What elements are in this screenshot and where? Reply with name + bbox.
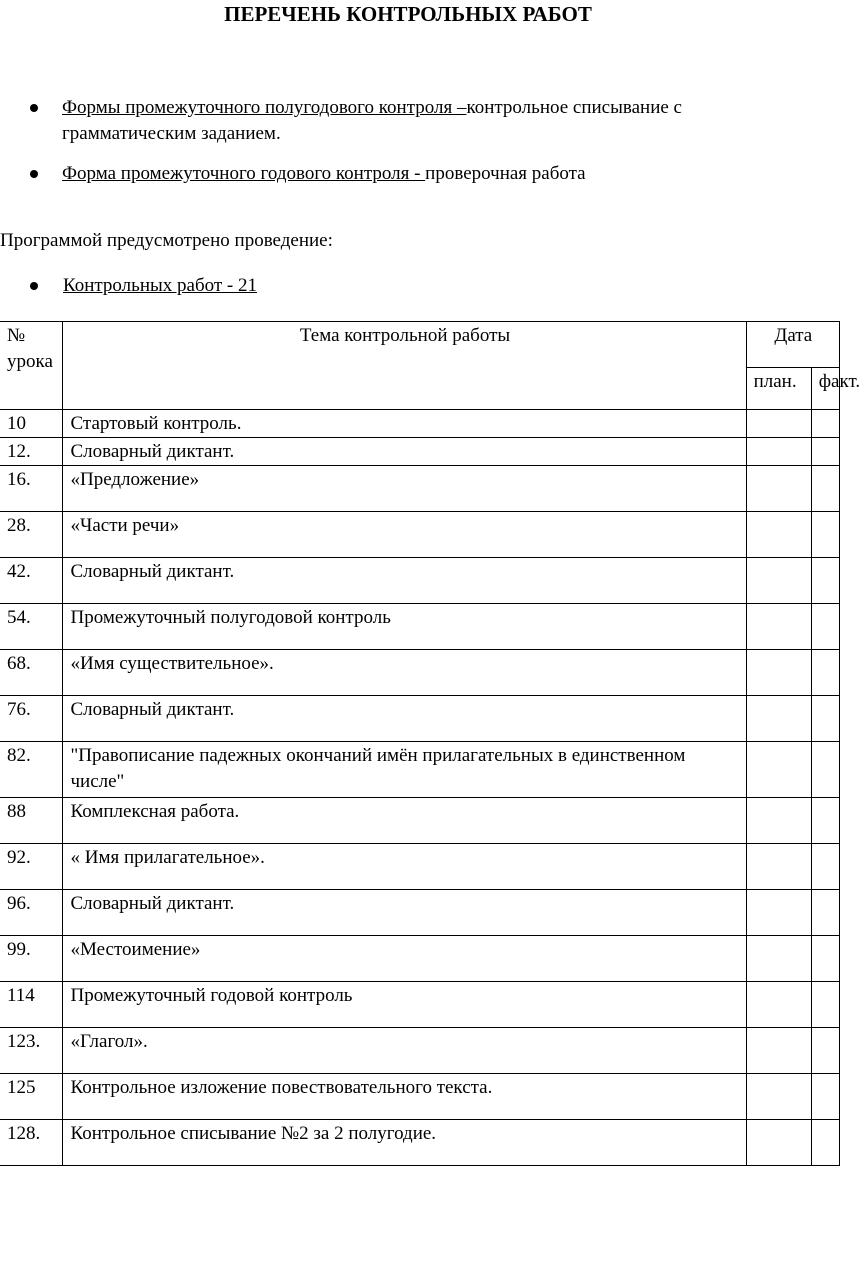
list-item (0, 161, 762, 187)
lesson-number: 96. (0, 890, 63, 936)
tests-table (0, 321, 860, 1166)
count-list (0, 273, 257, 299)
test-theme: Контрольное изложение повествовательного текста. (63, 1074, 746, 1120)
bullet-icon (30, 282, 38, 290)
test-theme: «Предложение» (63, 466, 746, 512)
plan-date (746, 936, 811, 982)
lesson-number: 54. (0, 604, 63, 650)
table-row (0, 798, 840, 844)
test-theme: Контрольное списывание №2 за 2 полугодие. (63, 1120, 746, 1166)
lesson-number: 123. (0, 1028, 63, 1074)
lesson-number: 114 (0, 982, 63, 1028)
fact-date (811, 844, 839, 890)
fact-date (811, 890, 839, 936)
lesson-number: 88 (0, 798, 63, 844)
test-theme: "Правописание падежных окончаний имён прилагательных в единственном числе" (63, 742, 746, 798)
plan-date (746, 604, 811, 650)
table-row (0, 742, 840, 798)
fact-date (811, 696, 839, 742)
list-item (0, 273, 257, 299)
plan-date (746, 1120, 811, 1166)
table-row (0, 650, 840, 696)
col-header-number: № урока (0, 322, 63, 410)
test-theme: Словарный диктант. (63, 696, 746, 742)
table-row (0, 466, 840, 512)
fact-date (811, 1120, 839, 1166)
col-header-fact: факт. (811, 368, 839, 410)
test-theme: Стартовый контроль. (63, 410, 746, 438)
test-theme: Словарный диктант. (63, 438, 746, 466)
lesson-number: 16. (0, 466, 63, 512)
test-theme: Промежуточный полугодовой контроль (63, 604, 746, 650)
lesson-number: 42. (0, 558, 63, 604)
test-theme: Словарный диктант. (63, 890, 746, 936)
test-theme: «Имя существительное». (63, 650, 746, 696)
table-row (0, 1074, 840, 1120)
fact-date (811, 982, 839, 1028)
test-theme: « Имя прилагательное». (63, 844, 746, 890)
plan-date (746, 410, 811, 438)
fact-date (811, 512, 839, 558)
fact-date (811, 742, 839, 798)
lesson-number: 128. (0, 1120, 63, 1166)
fact-date (811, 604, 839, 650)
plan-date (746, 890, 811, 936)
table-row (0, 410, 840, 438)
plan-date (746, 742, 811, 798)
table-row (0, 1028, 840, 1074)
table-row (0, 604, 840, 650)
table-row (0, 982, 840, 1028)
table-body (0, 410, 840, 1166)
lesson-number: 68. (0, 650, 63, 696)
plan-date (746, 650, 811, 696)
plan-date (746, 1074, 811, 1120)
table-row (0, 696, 840, 742)
form-value: контрольное списывание с грамматическим заданием. (62, 97, 682, 144)
test-theme: «Глагол». (63, 1028, 746, 1074)
fact-date (811, 936, 839, 982)
count-text: Контрольных работ - 21 (63, 275, 257, 296)
plan-date (746, 438, 811, 466)
table-row (0, 1120, 840, 1166)
col-header-theme: Тема контрольной работы (63, 322, 746, 410)
plan-date (746, 798, 811, 844)
plan-date (746, 466, 811, 512)
lesson-number: 82. (0, 742, 63, 798)
table-row (0, 438, 840, 466)
lesson-number: 28. (0, 512, 63, 558)
control-forms-list (0, 95, 762, 201)
test-theme: Комплексная работа. (63, 798, 746, 844)
fact-date (811, 1074, 839, 1120)
list-item (0, 95, 762, 147)
fact-date (811, 438, 839, 466)
fact-date (811, 1028, 839, 1074)
table-row (0, 890, 840, 936)
table-row (0, 844, 840, 890)
bullet-icon (30, 170, 38, 178)
plan-date (746, 512, 811, 558)
lesson-number: 10 (0, 410, 63, 438)
fact-date (811, 650, 839, 696)
test-theme: Словарный диктант. (63, 558, 746, 604)
page-title: ПЕРЕЧЕНЬ КОНТРОЛЬНЫХ РАБОТ (224, 2, 592, 26)
plan-date (746, 982, 811, 1028)
plan-date (746, 696, 811, 742)
intro-text: Программой предусмотрено проведение: (0, 230, 333, 251)
form-label: Форма промежуточного годового контроля - (62, 163, 426, 184)
lesson-number: 125 (0, 1074, 63, 1120)
form-label: Формы промежуточного полугодового контроля – (62, 97, 467, 118)
fact-date (811, 410, 839, 438)
fact-date (811, 798, 839, 844)
table-row (0, 558, 840, 604)
plan-date (746, 558, 811, 604)
test-theme: Промежуточный годовой контроль (63, 982, 746, 1028)
fact-date (811, 558, 839, 604)
test-theme: «Части речи» (63, 512, 746, 558)
fact-date (811, 466, 839, 512)
plan-date (746, 844, 811, 890)
lesson-number: 76. (0, 696, 63, 742)
table-row (0, 936, 840, 982)
lesson-number: 12. (0, 438, 63, 466)
test-theme: «Местоимение» (63, 936, 746, 982)
form-value: проверочная работа (425, 163, 586, 184)
col-header-date: Дата (746, 322, 839, 368)
lesson-number: 92. (0, 844, 63, 890)
table-row (0, 512, 840, 558)
plan-date (746, 1028, 811, 1074)
lesson-number: 99. (0, 936, 63, 982)
bullet-icon (30, 104, 38, 112)
col-header-plan: план. (746, 368, 811, 410)
